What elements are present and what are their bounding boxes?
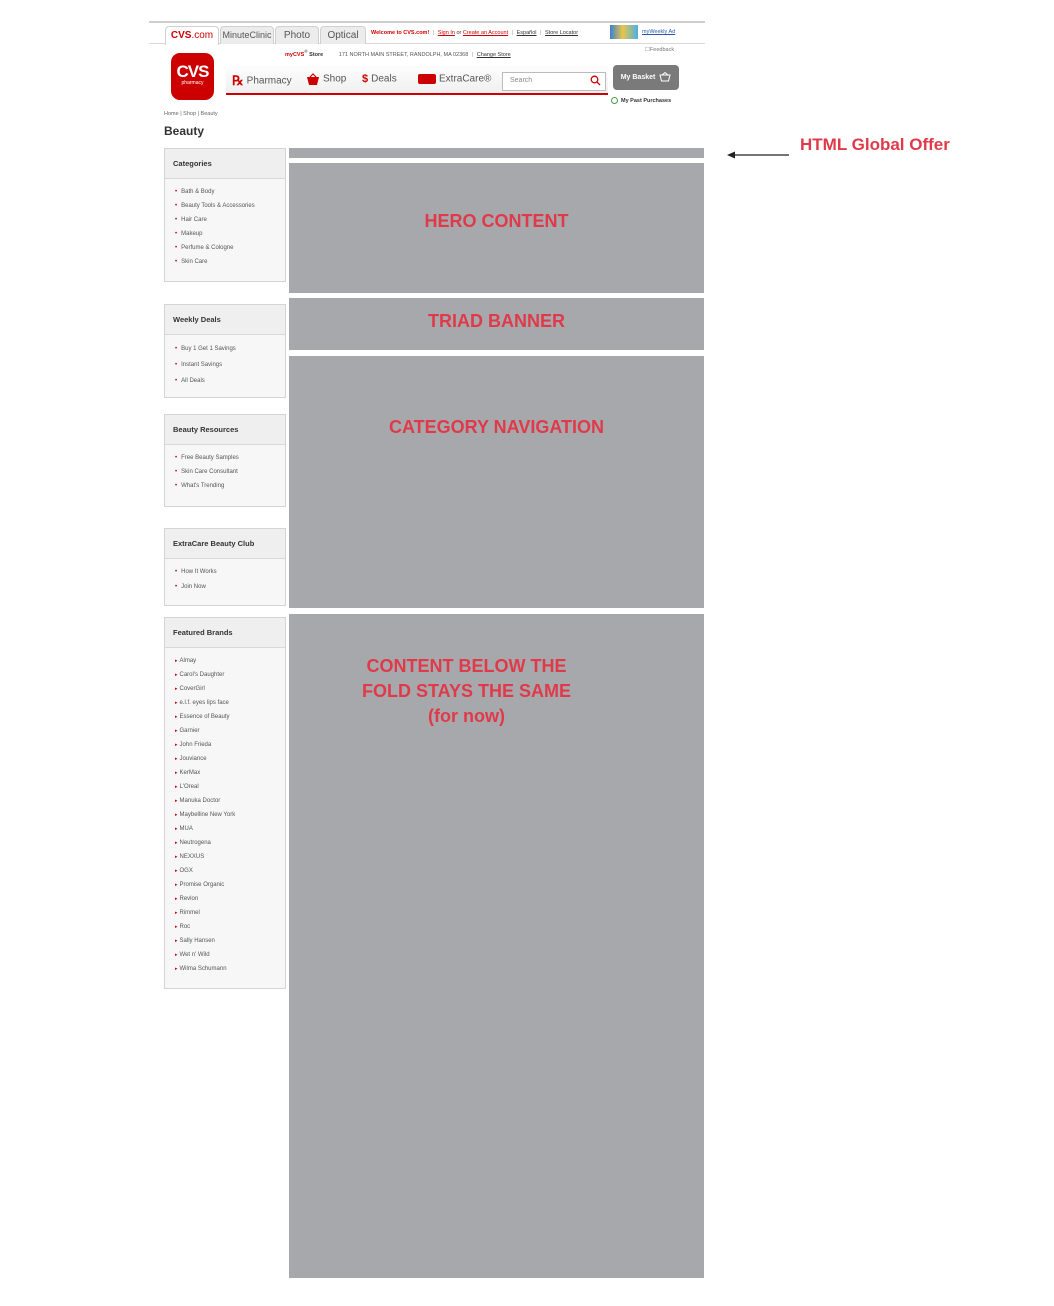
utility-links	[371, 29, 578, 37]
nav-extracare[interactable]	[418, 73, 491, 85]
basket-icon	[659, 72, 671, 82]
logo-wordmark: CVS	[176, 62, 209, 81]
past-purchases-icon	[611, 97, 618, 104]
extracare-item[interactable]: • How It Works	[175, 565, 285, 580]
nav-shop-label: Shop	[323, 73, 347, 85]
create-account-link[interactable]: Create an Account	[462, 30, 509, 36]
extracare-item[interactable]: • Join Now	[175, 580, 285, 595]
annotation-arrow-icon	[727, 151, 789, 159]
breadcrumb-sep: |	[197, 111, 199, 117]
store-sep: |	[471, 51, 474, 58]
brand-item[interactable]: ▸ Almay	[175, 654, 285, 668]
nav-pharmacy[interactable]	[232, 73, 292, 89]
extracare-beauty-club-list	[165, 559, 285, 595]
store-label: Store	[309, 51, 324, 58]
feedback-icon: ☐	[645, 47, 650, 53]
store-address: 171 NORTH MAIN STREET, RANDOLPH, MA 02368	[338, 51, 469, 58]
hero-content-label: HERO CONTENT	[424, 211, 569, 231]
shopping-basket-icon	[306, 73, 320, 85]
below-fold-label-3: (for now)	[428, 706, 505, 726]
brand-item[interactable]: ▸ NEXXUS	[175, 850, 285, 864]
deals-tag-icon: $	[362, 73, 369, 85]
hero-content-block	[289, 163, 704, 293]
extracare-beauty-club-box	[164, 528, 286, 606]
or-text: or	[456, 30, 462, 36]
my-basket-button[interactable]	[613, 65, 679, 90]
brand-item[interactable]: ▸ Wet n' Wild	[175, 948, 285, 962]
category-navigation-block	[289, 356, 704, 608]
weekly-deal-item[interactable]: • Buy 1 Get 1 Savings	[175, 341, 285, 357]
store-locator-link[interactable]: Store Locator	[545, 30, 579, 36]
mycvs-label: myCVS	[285, 51, 305, 58]
beauty-resource-item[interactable]: • Free Beauty Samples	[175, 451, 285, 465]
beauty-resources-heading: Beauty Resources	[165, 415, 285, 445]
html-global-offer-bar	[289, 148, 704, 158]
page-title: Beauty	[164, 124, 205, 138]
extracare-beauty-club-heading: ExtraCare Beauty Club	[165, 529, 285, 559]
feedback-label: Feedback	[649, 47, 675, 53]
brand-item[interactable]: ▸ e.l.f. eyes lips face	[175, 696, 285, 710]
search-box[interactable]	[502, 72, 606, 91]
brand-item[interactable]: ▸ Maybelline New York	[175, 808, 285, 822]
cvs-pharmacy-logo[interactable]	[171, 53, 214, 100]
categories-list	[165, 179, 285, 269]
brand-item[interactable]: ▸ Neutrogena	[175, 836, 285, 850]
breadcrumb-home[interactable]: Home	[164, 111, 179, 117]
my-store-bar	[285, 49, 511, 58]
past-purchases-link[interactable]	[611, 97, 671, 104]
category-item[interactable]: • Bath & Body	[175, 185, 285, 199]
below-fold-label-2: FOLD STAYS THE SAME	[361, 681, 572, 701]
weekly-deals-box	[164, 304, 286, 398]
search-input-placeholder: Search	[510, 77, 533, 84]
brand-item[interactable]: ▸ MUA	[175, 822, 285, 836]
brand-item[interactable]: ▸ Jouviance	[175, 752, 285, 766]
brand-item[interactable]: ▸ Revlon	[175, 892, 285, 906]
weekly-deal-item[interactable]: • All Deals	[175, 373, 285, 389]
site-tab-strip	[149, 23, 705, 44]
sign-in-link[interactable]: Sign In	[437, 30, 455, 36]
extracare-card-icon	[418, 73, 436, 85]
rx-icon: ℞	[232, 73, 244, 88]
beauty-resources-list	[165, 445, 285, 493]
search-icon[interactable]	[590, 75, 601, 86]
categories-heading: Categories	[165, 149, 285, 179]
weekly-ad-link[interactable]: myWeekly Ad	[642, 29, 676, 35]
beauty-resources-box	[164, 414, 286, 507]
nav-extracare-label: ExtraCare®	[439, 73, 492, 85]
below-fold-label-1: CONTENT BELOW THE	[366, 656, 567, 676]
below-fold-content-block	[289, 614, 704, 1278]
triad-banner-block	[289, 298, 704, 350]
brand-item[interactable]: ▸ CoverGirl	[175, 682, 285, 696]
mycvs-registered-mark: ®	[304, 49, 308, 54]
feedback-link[interactable]	[645, 47, 674, 53]
past-purchases-label: My Past Purchases	[621, 97, 672, 104]
brand-item[interactable]: ▸ Promise Organic	[175, 878, 285, 892]
tab-photo[interactable]: Photo	[275, 26, 319, 44]
beauty-resource-item[interactable]: • Skin Care Consultant	[175, 465, 285, 479]
breadcrumb	[164, 111, 218, 117]
category-item[interactable]: • Skin Care	[175, 255, 285, 269]
tab-cvs-com[interactable]	[165, 26, 219, 45]
category-item[interactable]: • Hair Care	[175, 213, 285, 227]
breadcrumb-sep: |	[180, 111, 182, 117]
nav-deals[interactable]	[362, 73, 397, 85]
categories-box	[164, 148, 286, 282]
brand-item[interactable]: ▸ Manuka Doctor	[175, 794, 285, 808]
weekly-deals-heading: Weekly Deals	[165, 305, 285, 335]
nav-shop[interactable]	[306, 73, 346, 85]
brand-item[interactable]: ▸ Sally Hansen	[175, 934, 285, 948]
category-item[interactable]: • Beauty Tools & Accessories	[175, 199, 285, 213]
tab-cvs-brand: CVS	[170, 30, 192, 41]
featured-brands-heading: Featured Brands	[165, 618, 285, 648]
utility-sep: |	[432, 30, 435, 36]
html-global-offer-annotation: HTML Global Offer	[800, 135, 950, 154]
brand-item[interactable]: ▸ L'Oreal	[175, 780, 285, 794]
tab-optical[interactable]: Optical	[320, 26, 366, 44]
utility-sep: |	[511, 30, 514, 36]
brand-item[interactable]: ▸ Rimmel	[175, 906, 285, 920]
brand-item[interactable]: ▸ John Frieda	[175, 738, 285, 752]
my-basket-label: My Basket	[620, 74, 656, 81]
brand-item[interactable]: ▸ Garnier	[175, 724, 285, 738]
logo-subtext: pharmacy	[181, 80, 204, 86]
triad-banner-label: TRIAD BANNER	[428, 311, 565, 331]
weekly-ad-thumbnail[interactable]	[610, 25, 638, 39]
change-store-link[interactable]: Change Store	[476, 51, 511, 58]
nav-deals-label: Deals	[371, 73, 397, 85]
category-item[interactable]: • Makeup	[175, 227, 285, 241]
breadcrumb-shop[interactable]: Shop	[183, 111, 197, 117]
brand-item[interactable]: ▸ KerMax	[175, 766, 285, 780]
brand-item[interactable]: ▸ Roc	[175, 920, 285, 934]
weekly-deals-list	[165, 335, 285, 389]
tab-minuteclinic[interactable]: MinuteClinic	[220, 26, 274, 44]
tab-cvs-suffix: .com	[191, 30, 214, 41]
utility-sep: |	[540, 30, 542, 36]
category-navigation-label: CATEGORY NAVIGATION	[388, 417, 604, 437]
category-item[interactable]: • Perfume & Cologne	[175, 241, 285, 255]
espanol-link[interactable]: Español	[516, 30, 537, 36]
beauty-resource-item[interactable]: • What's Trending	[175, 479, 285, 493]
brand-item[interactable]: ▸ Essence of Beauty	[175, 710, 285, 724]
breadcrumb-current: Beauty	[200, 111, 218, 117]
weekly-deal-item[interactable]: • Instant Savings	[175, 357, 285, 373]
brand-item[interactable]: ▸ Carol's Daughter	[175, 668, 285, 682]
brand-item[interactable]: ▸ Wilma Schumann	[175, 962, 285, 976]
brand-item[interactable]: ▸ OGX	[175, 864, 285, 878]
nav-pharmacy-label: Pharmacy	[246, 75, 292, 87]
welcome-text: Welcome to CVS.com!	[371, 30, 430, 36]
